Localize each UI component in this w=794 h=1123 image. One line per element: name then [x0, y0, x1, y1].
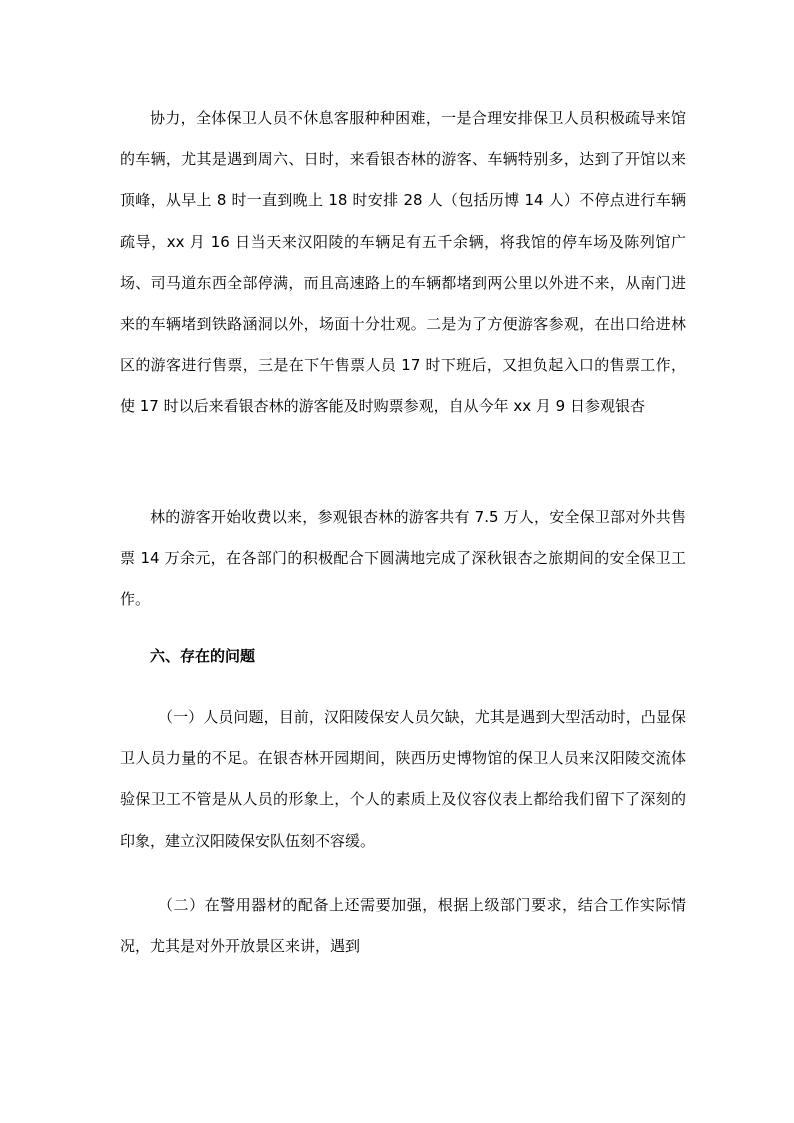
body-paragraph: 协力，全体保卫人员不休息客服种种困难，一是合理安排保卫人员积极疏导来馆的车辆，尤其是遇到周六、日时，来看银杏林的游客、车辆特别多，达到了开馆以来顶峰，从早上 8 时一直到晚上 18 时安排 28 人（包括历博 14 人）不停点进行车辆疏导，xx 月 16 日当天来汉阳陵的车辆足有五千余辆，将我馆的停车场及陈列馆广场、司马道东西全部停满，而且高速路上的车辆都堵到两公里以外进不来，从南门进来的车辆堵到铁路涵洞以外，场面十分壮观。二是为了方便游客参观，在出口给进林区的游客进行售票，三是在下午售票人员 17 时下班后，又担负起入口的售票工作，使 17 时以后来看银杏林的游客能及时购票参观，自从今年 xx 月 9 日参观银杏 [120, 109, 686, 416]
body-paragraph: 林的游客开始收费以来，参观银杏林的游客共有 7.5 万人，安全保卫部对外共售票 14 万余元，在各部门的积极配合下圆满地完成了深秋银杏之旅期间的安全保卫工作。 [120, 508, 686, 609]
issue-paragraph: （二）在警用器材的配备上还需要加强，根据上级部门要求，结合工作实际情况，尤其是对外开放景区来讲，遇到 [120, 896, 686, 956]
issue-paragraph: （一）人员问题，目前，汉阳陵保安人员欠缺，尤其是遇到大型活动时，凸显保卫人员力量的不足。在银杏林开园期间，陕西历史博物馆的保卫人员来汉阳陵交流体验保卫工不管是从人员的形象上，个人的素质上及仪容仪表上都给我们留下了深刻的印象，建立汉阳陵保安队伍刻不容缓。 [120, 708, 686, 850]
section-heading: 六、存在的问题 [150, 647, 256, 665]
